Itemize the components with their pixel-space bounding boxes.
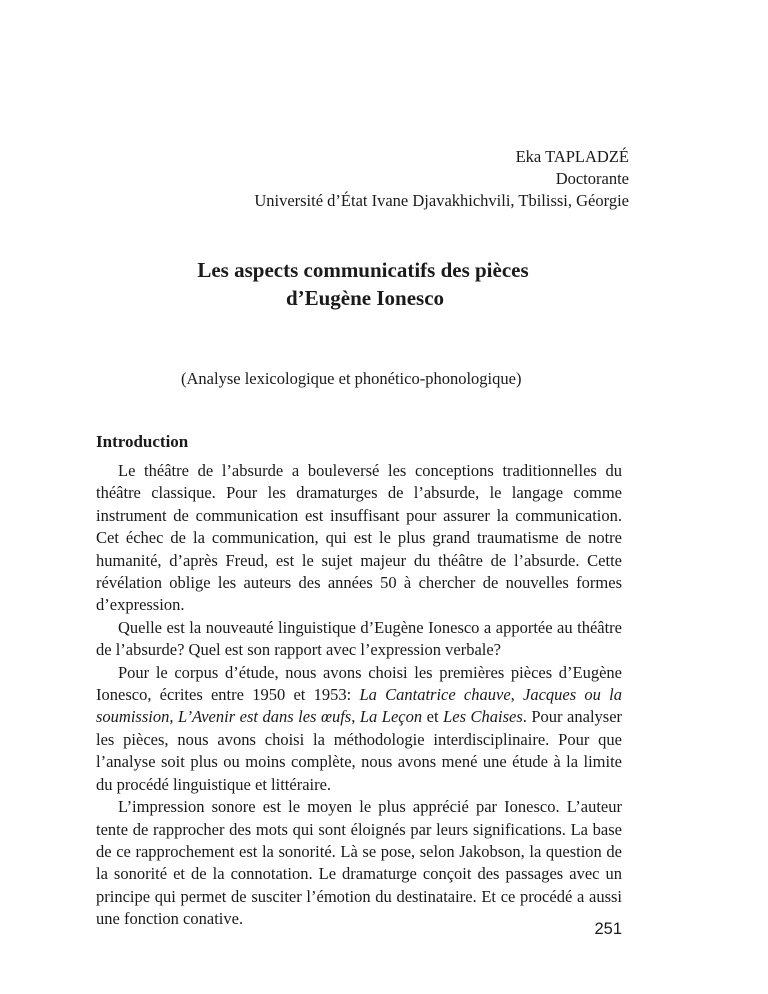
paragraph-2: Quelle est la nouveauté linguistique d’Eugène Ionesco a apportée au théâtre de l’absurde? Quel est son rapport avec l’expression verbale? (96, 617, 622, 660)
body-text (96, 460, 622, 931)
work-title-cantatrice: La Cantatrice chauve (359, 685, 511, 705)
work-title-jacques: Jacques ou la soumission (96, 685, 622, 727)
author-affiliation: Université d’État Ivane Djavakhichvili, Tbilissi, Géorgie (254, 191, 629, 210)
paragraph-3-text: , (351, 707, 360, 727)
work-title-lecon: La Leçon (359, 707, 423, 727)
article-subtitle: (Analyse lexicologique et phonético-phonologique) (181, 369, 522, 388)
paragraph-3-text: , (169, 707, 178, 727)
paragraph-3-text: , (510, 685, 524, 705)
article-title (0, 256, 768, 312)
title-line-2: d’Eugène Ionesco (285, 286, 445, 310)
work-title-avenir: L’Avenir est dans les œufs (178, 707, 352, 727)
author-role: Doctorante (555, 169, 629, 188)
section-heading-introduction: Introduction (96, 432, 189, 451)
title-line-1: Les aspects communicatifs des pièces (197, 258, 529, 282)
paragraph-1: Le théâtre de l’absurde a bouleversé les conceptions traditionnelles du théâtre classique. Pour les dramaturges de l’absurde, le langage comme instrument de communication est insuffisant pour assurer la communication. Cet échec de la communication, qui est le plus grand traumatisme de notre humanité, d’après Freud, est le sujet majeur du théâtre de l’absurde. Cette révélation oblige les auteurs des années 50 à chercher de nouvelles formes d’expression. (96, 461, 622, 615)
paragraph-3-text: et (422, 707, 444, 727)
author-block (254, 146, 629, 212)
work-title-chaises: Les Chaises (443, 707, 523, 727)
author-name: Eka TAPLADZÉ (515, 147, 629, 166)
paragraph-3-text: Pour le corpus d’étude, nous avons choisi les premières pièces d’Eugène Ionesco, écrites entre 1950 et 1953: (96, 662, 622, 705)
paragraph-3 (96, 662, 622, 796)
paragraph-3-text: . Pour analyser les pièces, nous avons choisi la méthodologie interdisciplinaire. Pour que l’analyse soit plus ou moins complète, nous avons mené une étude à la limite du procédé linguistique et littéraire. (96, 707, 623, 794)
paragraph-4: L’impression sonore est le moyen le plus apprécié par Ionesco. L’auteur tente de rapprocher des mots qui sont éloignés par leurs significations. La base de ce rapprochement est la sonorité. Là se pose, selon Jakobson, la question de la sonorité et de la connotation. Le dramaturge conçoit des passages avec un principe qui permet de susciter l’émotion du destinataire. Et ce procédé a aussi une fonction conative. (96, 797, 622, 929)
page-number: 251 (594, 920, 622, 938)
